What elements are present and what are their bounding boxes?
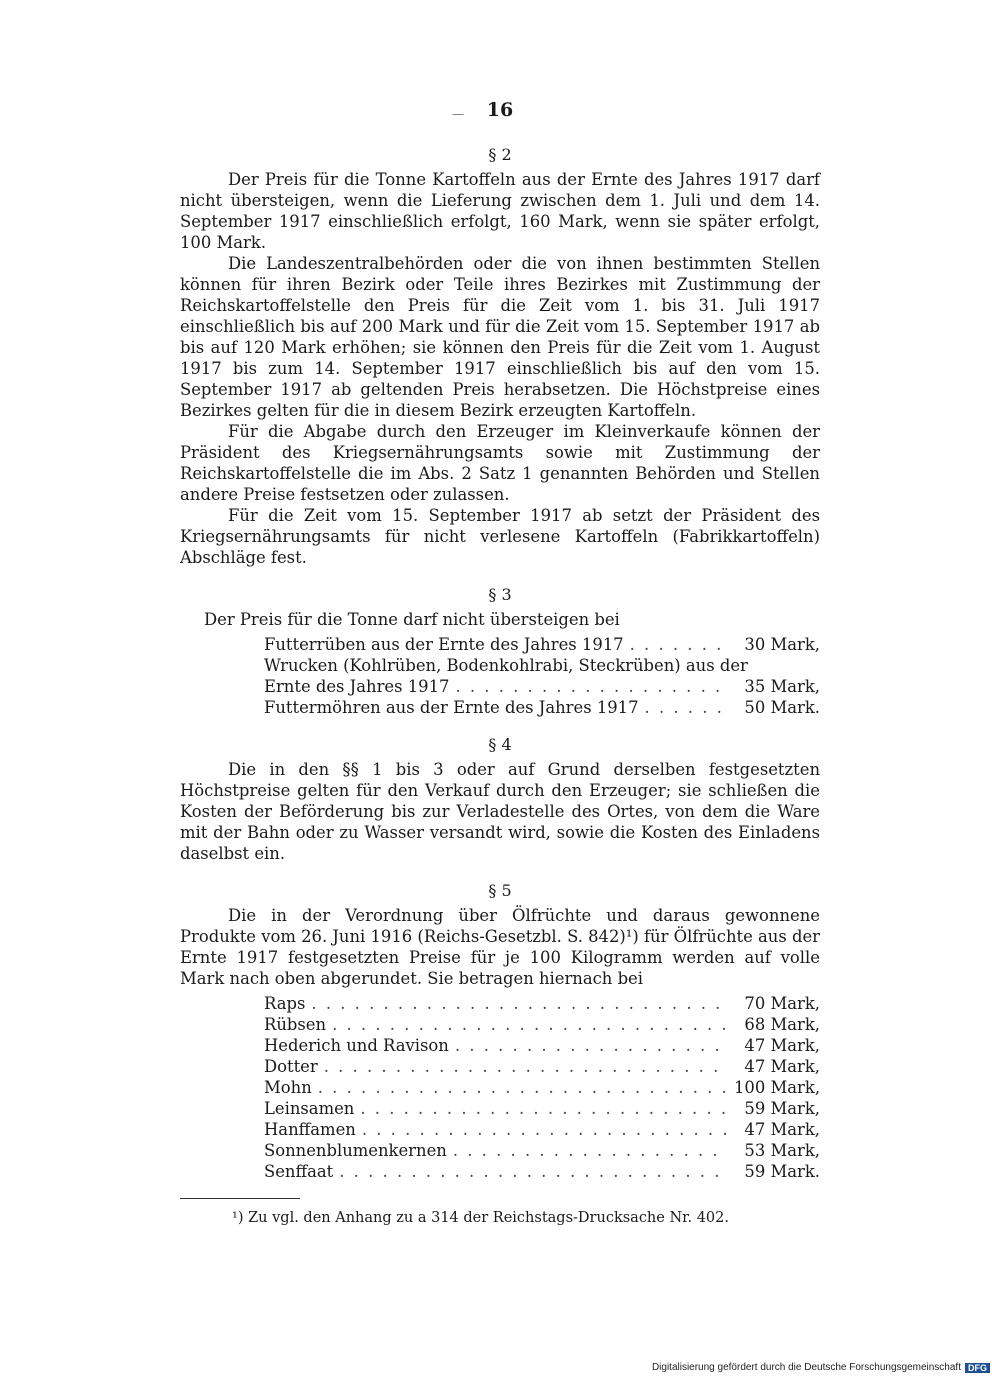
leader-dots	[311, 993, 728, 1014]
document-page	[180, 100, 820, 1182]
footnote-divider	[180, 1198, 300, 1199]
leader-dots	[318, 1077, 728, 1098]
price-value: 47 Mark,	[744, 1057, 820, 1076]
price-value: 59 Mark.	[744, 1162, 820, 1181]
price-label: Rübsen	[264, 1015, 327, 1034]
leader-dots	[360, 1098, 728, 1119]
section-5	[180, 880, 820, 1182]
price-row	[264, 1077, 820, 1098]
price-value: 53 Mark,	[744, 1141, 820, 1160]
price-value: 70 Mark,	[744, 994, 820, 1013]
credit-text: Digitalisierung gefördert durch die Deutsche Forschungsgemeinschaft	[651, 1362, 961, 1373]
section-5-price-list	[264, 993, 820, 1182]
leader-dots	[453, 1140, 728, 1161]
section-2	[180, 144, 820, 568]
section-2-paragraph-2: Die Landeszentralbehörden oder die von ihnen bestimmten Stellen können für ihren Bezirk oder Teile ihres Bezirkes mit Zustimmung der Reichskartoffelstelle den Preis für die Zeit vom 1. bis 31. Juli 1917 einschließlich bis auf 200 Mark und für die Zeit vom 15. September 1917 ab bis auf 120 Mark erhöhen; sie können den Preis für die Zeit vom 1. August 1917 bis zum 14. September 1917 einschließlich bis auf den vom 15. September 1917 ab geltenden Preis herabsetzen. Die Höchstpreise eines Bezirkes gelten für die in diesem Bezirk erzeugten Kartoffeln.	[180, 254, 820, 420]
section-2-paragraph-3: Für die Abgabe durch den Erzeuger im Kleinverkaufe können der Präsident des Kriegsernährungsamts sowie mit Zustimmung der Reichskartoffelstelle die im Abs. 2 Satz 1 genannten Behörden und Stellen andere Preise festsetzen oder zulassen.	[180, 422, 820, 504]
page-number	[180, 100, 820, 126]
price-row	[264, 676, 820, 697]
section-3-price-list	[264, 634, 820, 718]
price-value: 59 Mark,	[744, 1099, 820, 1118]
price-value: 68 Mark,	[744, 1015, 820, 1034]
price-value: 100 Mark,	[734, 1078, 821, 1097]
price-row	[264, 1056, 820, 1077]
footnote: ¹) Zu vgl. den Anhang zu a 314 der Reichstags-Drucksache Nr. 402.	[232, 1210, 729, 1226]
price-label: Wrucken (Kohlrüben, Bodenkohlrabi, Steckrüben) aus der	[264, 656, 748, 675]
price-value: 47 Mark,	[744, 1036, 820, 1055]
price-label: Mohn	[264, 1078, 312, 1097]
price-row	[264, 1035, 820, 1056]
leader-dots	[455, 676, 728, 697]
price-row	[264, 1119, 820, 1140]
digitization-credit	[652, 1362, 990, 1373]
price-value: 30 Mark,	[744, 635, 820, 654]
section-3-intro: Der Preis für die Tonne darf nicht übersteigen bei	[204, 610, 620, 629]
section-2-paragraph-1: Der Preis für die Tonne Kartoffeln aus der Ernte des Jahres 1917 darf nicht übersteigen, wenn die Lieferung zwischen dem 1. Juli und dem 14. September 1917 einschließlich erfolgt, 160 Mark, wenn sie später erfolgt, 100 Mark.	[180, 170, 820, 252]
price-row	[264, 634, 820, 655]
section-5-paragraph: Die in der Verordnung über Ölfrüchte und daraus gewonnene Produkte vom 26. Juni 1916 (Reichs-Gesetzbl. S. 842)¹) für Ölfrüchte aus der Ernte 1917 festgesetzten Preise für je 100 Kilogramm werden auf volle Mark nach oben abgerundet. Sie betragen hiernach bei	[180, 906, 821, 988]
price-label: Sonnenblumenkernen	[264, 1141, 447, 1160]
leader-dots	[339, 1161, 728, 1182]
price-label: Hanffamen	[264, 1120, 356, 1139]
leader-dots	[324, 1056, 728, 1077]
price-row	[264, 1161, 820, 1182]
section-4-heading: § 4	[488, 735, 512, 754]
section-2-paragraph-4: Für die Zeit vom 15. September 1917 ab setzt der Präsident des Kriegsernährungsamts für nicht verlesene Kartoffeln (Fabrikkartoffeln) Abschläge fest.	[180, 506, 820, 567]
leader-dots	[332, 1014, 728, 1035]
section-3-heading: § 3	[488, 585, 512, 604]
leader-dots	[645, 697, 728, 718]
price-row	[264, 1098, 820, 1119]
dfg-logo: DFG	[965, 1363, 990, 1373]
price-label: Raps	[264, 994, 306, 1013]
page-number-dash: —	[452, 107, 464, 121]
price-label: Futtermöhren aus der Ernte des Jahres 1917	[264, 698, 639, 717]
section-2-heading: § 2	[488, 145, 512, 164]
section-4	[180, 734, 820, 864]
price-value: 35 Mark,	[744, 677, 820, 696]
leader-dots	[455, 1035, 728, 1056]
price-label: Leinsamen	[264, 1099, 355, 1118]
price-label: Futterrüben aus der Ernte des Jahres 1917	[264, 635, 624, 654]
price-row	[264, 993, 820, 1014]
leader-dots	[362, 1119, 728, 1140]
price-row	[264, 1014, 820, 1035]
page-number-text: 16	[486, 99, 514, 121]
price-value: 47 Mark,	[744, 1120, 820, 1139]
price-row	[264, 697, 820, 718]
price-label: Ernte des Jahres 1917	[264, 677, 450, 696]
price-label: Hederich und Ravison	[264, 1036, 449, 1055]
price-value: 50 Mark.	[744, 698, 820, 717]
section-3	[180, 584, 820, 718]
leader-dots	[630, 634, 728, 655]
price-label: Senffaat	[264, 1162, 334, 1181]
price-row	[264, 655, 820, 676]
price-label: Dotter	[264, 1057, 318, 1076]
section-5-heading: § 5	[488, 881, 512, 900]
section-4-paragraph: Die in den §§ 1 bis 3 oder auf Grund derselben festgesetzten Höchstpreise gelten für den Verkauf durch den Erzeuger; sie schließen die Kosten der Beförderung bis zur Verladestelle des Ortes, von dem die Ware mit der Bahn oder zu Wasser versandt wird, sowie die Kosten des Einladens daselbst ein.	[180, 760, 820, 863]
price-row	[264, 1140, 820, 1161]
